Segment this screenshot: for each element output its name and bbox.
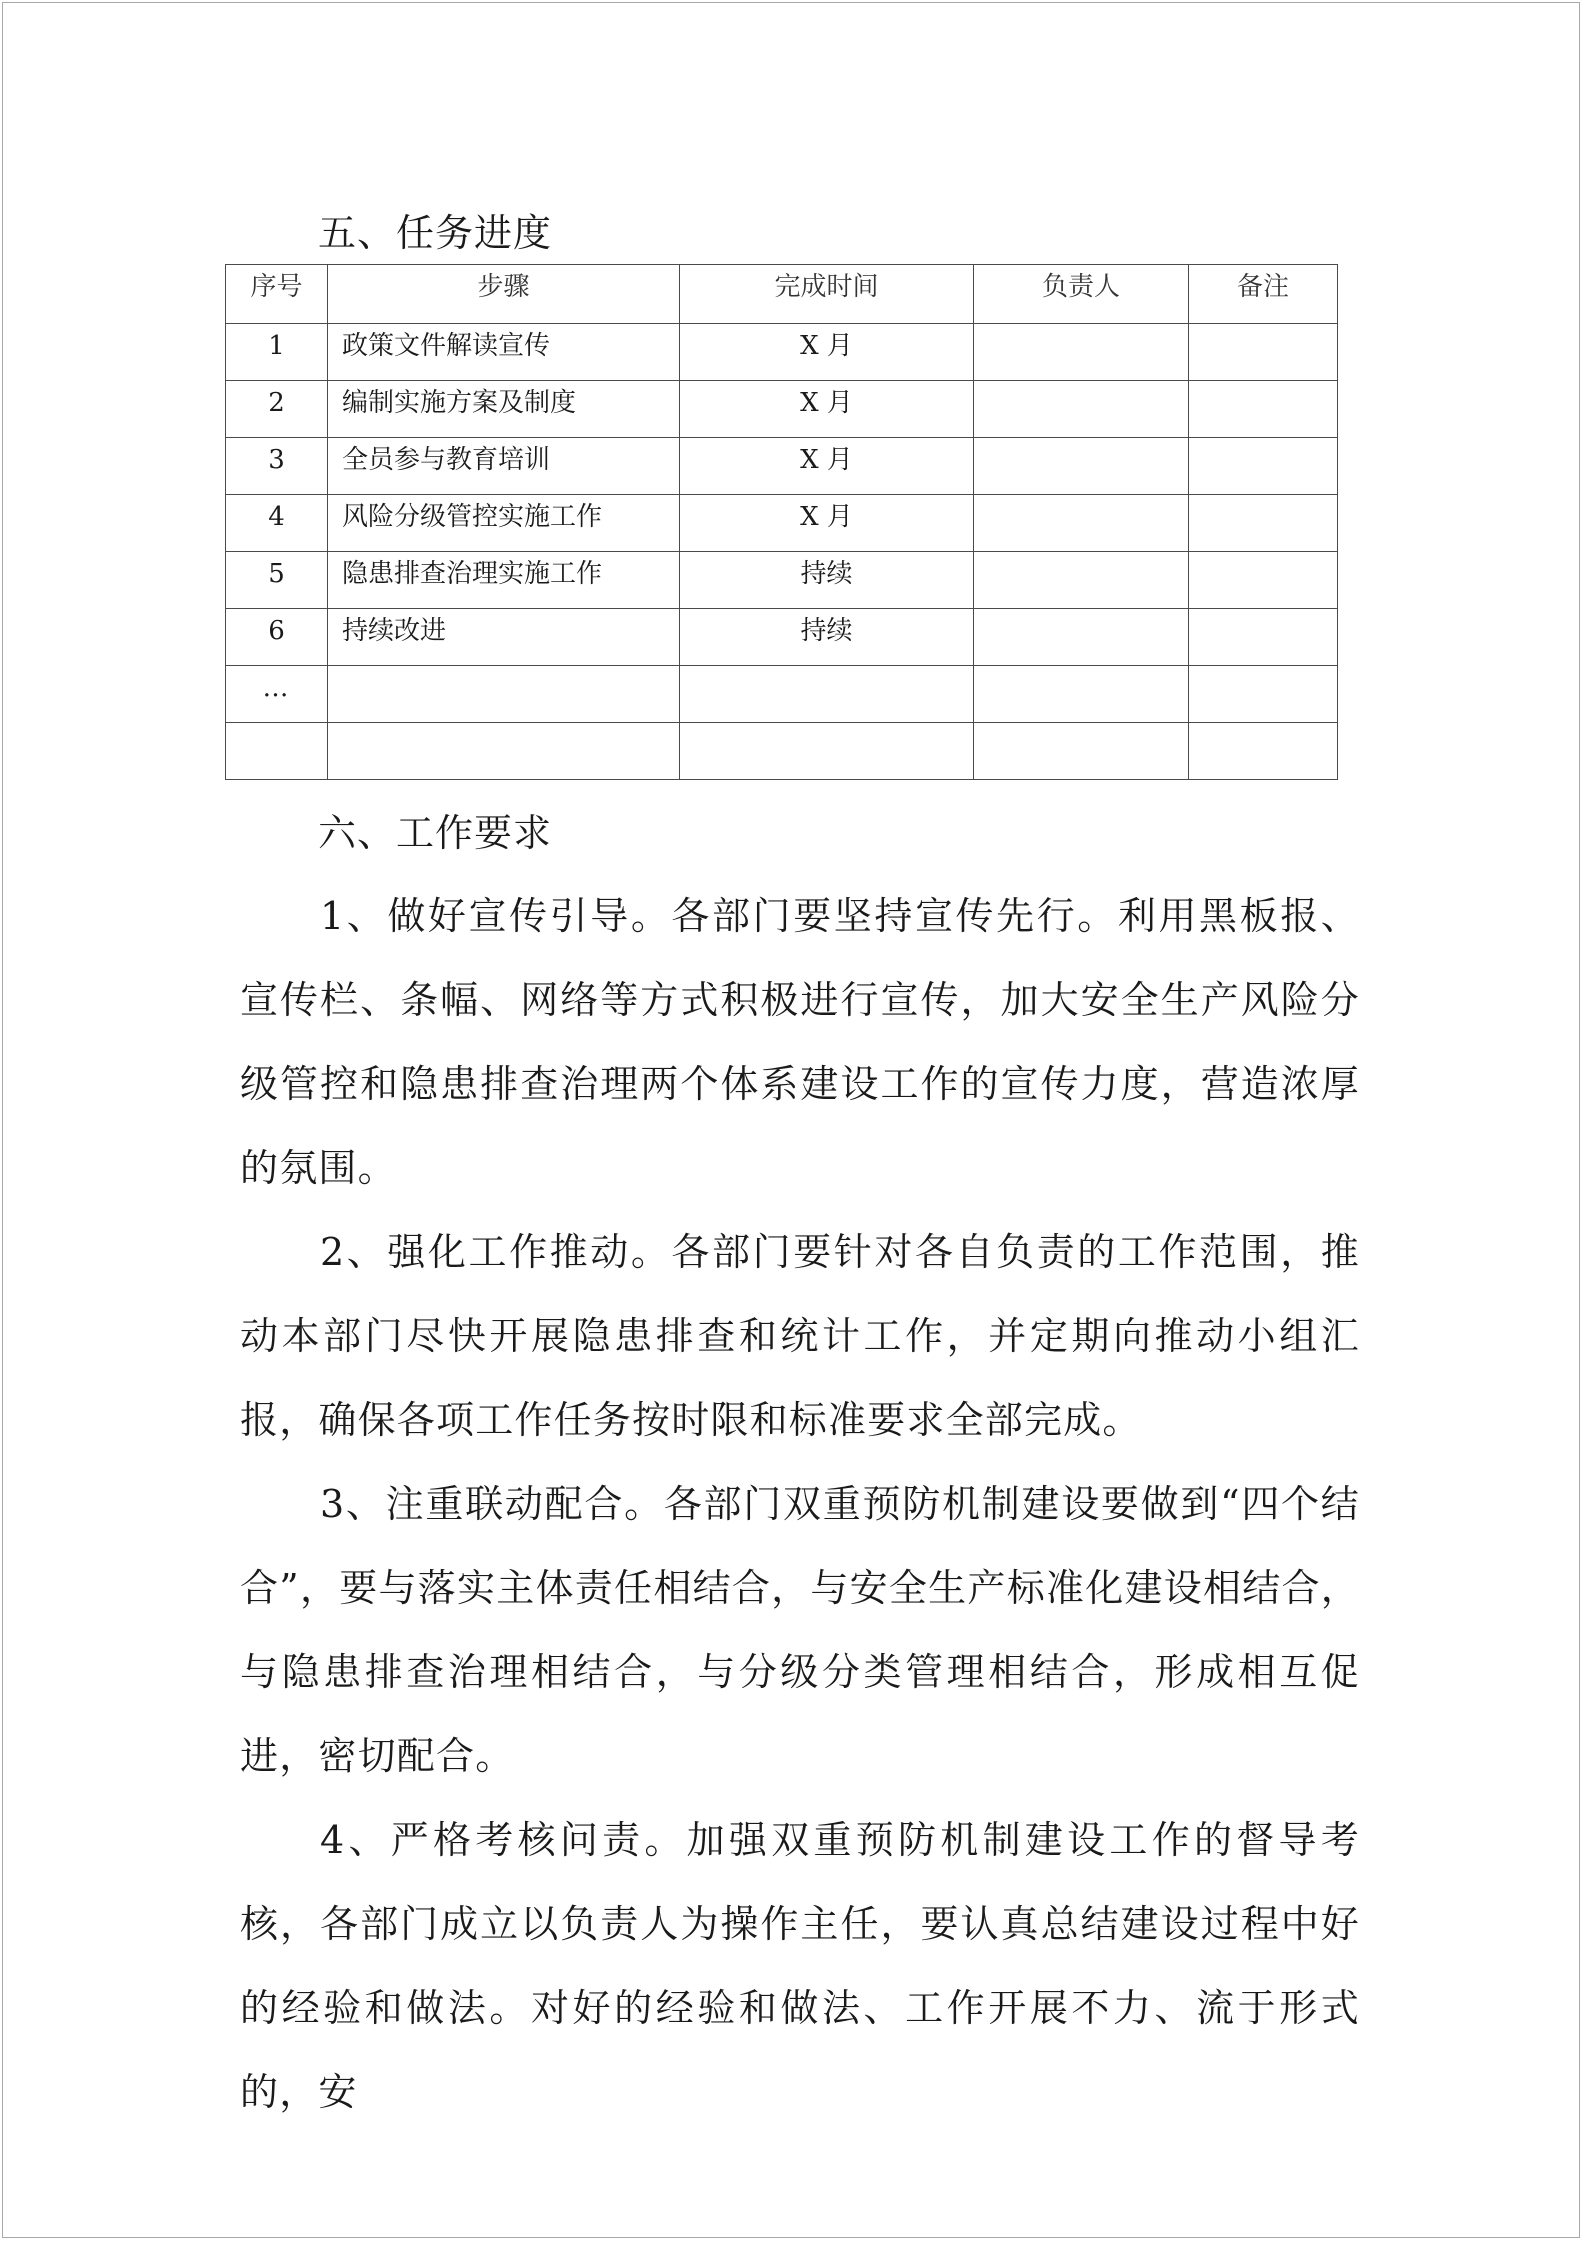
requirement-paragraph-2: 2、强化工作推动。各部门要针对各自负责的工作范围，推动本部门尽快开展隐患排查和统计工作，并定期向推动小组汇报，确保各项工作任务按时限和标准要求全部完成。 (240, 1230, 1360, 1442)
header-note: 备注 (1189, 265, 1338, 324)
cell-step: 风险分级管控实施工作 (328, 495, 680, 552)
table-row (226, 666, 1338, 723)
requirement-paragraph-3: 3、注重联动配合。各部门双重预防机制建设要做到“四个结合”，要与落实主体责任相结合，与安全生产标准化建设相结合，与隐患排查治理相结合，与分级分类管理相结合，形成相互促进，密切配合。 (240, 1482, 1360, 1778)
cell-step: 持续改进 (328, 609, 680, 666)
cell-owner (974, 495, 1189, 552)
requirement-paragraph-1: 1、做好宣传引导。各部门要坚持宣传先行。利用黑板报、宣传栏、条幅、网络等方式积极进行宣传，加大安全生产风险分级管控和隐患排查治理两个体系建设工作的宣传力度，营造浓厚的氛围。 (240, 894, 1360, 1190)
cell-time (680, 666, 974, 723)
cell-time: X 月 (680, 381, 974, 438)
table-row (226, 438, 1338, 495)
cell-seq: 3 (226, 438, 328, 495)
cell-seq: … (226, 666, 328, 723)
cell-note (1189, 381, 1338, 438)
cell-time: 持续 (680, 552, 974, 609)
cell-step (328, 666, 680, 723)
cell-time: 持续 (680, 609, 974, 666)
cell-note (1189, 666, 1338, 723)
cell-step: 隐患排查治理实施工作 (328, 552, 680, 609)
cell-note (1189, 495, 1338, 552)
table-row (226, 324, 1338, 381)
table-row (226, 381, 1338, 438)
cell-owner (974, 381, 1189, 438)
cell-owner (974, 609, 1189, 666)
cell-owner (974, 723, 1189, 780)
table-row (226, 495, 1338, 552)
table-row (226, 723, 1338, 780)
cell-time: X 月 (680, 324, 974, 381)
cell-note (1189, 552, 1338, 609)
requirements-body (240, 874, 1360, 2134)
cell-seq (226, 723, 328, 780)
cell-seq: 2 (226, 381, 328, 438)
header-seq: 序号 (226, 265, 328, 324)
cell-note (1189, 723, 1338, 780)
table-row (226, 552, 1338, 609)
cell-seq: 5 (226, 552, 328, 609)
cell-owner (974, 324, 1189, 381)
task-progress-table (225, 264, 1338, 780)
cell-time: X 月 (680, 438, 974, 495)
cell-time: X 月 (680, 495, 974, 552)
cell-note (1189, 324, 1338, 381)
cell-owner (974, 666, 1189, 723)
cell-step: 政策文件解读宣传 (328, 324, 680, 381)
cell-owner (974, 552, 1189, 609)
header-time: 完成时间 (680, 265, 974, 324)
cell-step: 编制实施方案及制度 (328, 381, 680, 438)
cell-seq: 4 (226, 495, 328, 552)
cell-note (1189, 609, 1338, 666)
cell-seq: 6 (226, 609, 328, 666)
cell-time (680, 723, 974, 780)
section-6-heading: 六、工作要求 (318, 811, 553, 855)
table-header-row (226, 265, 1338, 324)
cell-owner (974, 438, 1189, 495)
requirement-paragraph-4: 4、严格考核问责。加强双重预防机制建设工作的督导考核，各部门成立以负责人为操作主任，要认真总结建设过程中好的经验和做法。对好的经验和做法、工作开展不力、流于形式的，安 (240, 1818, 1360, 2114)
section-5-heading: 五、任务进度 (318, 211, 553, 255)
cell-step: 全员参与教育培训 (328, 438, 680, 495)
header-owner: 负责人 (974, 265, 1189, 324)
table-row (226, 609, 1338, 666)
cell-note (1189, 438, 1338, 495)
header-step: 步骤 (328, 265, 680, 324)
cell-seq: 1 (226, 324, 328, 381)
cell-step (328, 723, 680, 780)
